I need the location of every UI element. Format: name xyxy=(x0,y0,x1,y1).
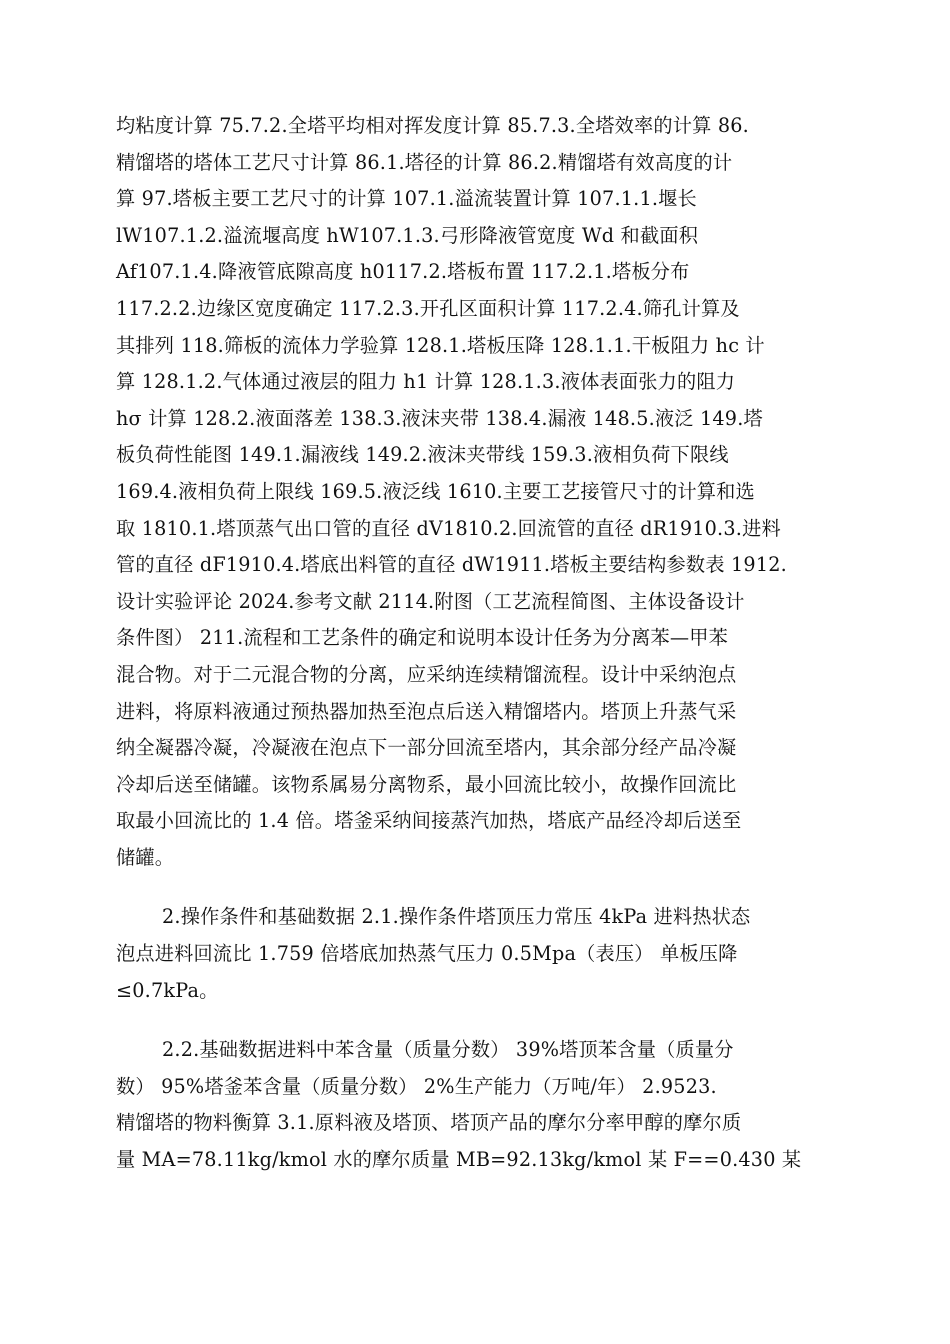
paragraph-spacer xyxy=(116,1009,846,1032)
text-line: 精馏塔的物料衡算 3.1.原料液及塔顶、塔顶产品的摩尔分率甲醇的摩尔质 xyxy=(116,1111,742,1135)
text-line: 量 MA=78.11kg/kmol 水的摩尔质量 MB=92.13kg/kmol 某 F==0.430 某 xyxy=(116,1148,802,1172)
text-line: ≤0.7kPa。 xyxy=(116,978,219,1002)
text-line: hσ 计算 128.2.液面落差 138.3.液沫夹带 138.4.漏液 148.5.液泛 149.塔 xyxy=(116,406,763,430)
text-line: 混合物。对于二元混合物的分离，应采纳连续精馏流程。设计中采纳泡点 xyxy=(116,662,737,686)
text-line: 算 97.塔板主要工艺尺寸的计算 107.1.溢流装置计算 107.1.1.堰长 xyxy=(116,187,697,211)
text-line: 冷却后送至储罐。该物系属易分离物系，最小回流比较小，故操作回流比 xyxy=(116,772,737,796)
text-line: 2.2.基础数据进料中苯含量（质量分数） 39%塔顶苯含量（质量分 xyxy=(162,1038,734,1062)
text-line: 取最小回流比的 1.4 倍。塔釜采纳间接蒸汽加热，塔底产品经冷却后送至 xyxy=(116,809,742,833)
text-line: 精馏塔的塔体工艺尺寸计算 86.1.塔径的计算 86.2.精馏塔有效高度的计 xyxy=(116,150,733,174)
text-line: 算 128.1.2.气体通过液层的阻力 h1 计算 128.1.3.液体表面张力的阻力 xyxy=(116,370,736,394)
text-line: 泡点进料回流比 1.759 倍塔底加热蒸气压力 0.5Mpa（表压） 单板压降 xyxy=(116,942,738,966)
document-body xyxy=(116,108,846,1179)
text-line: 管的直径 dF1910.4.塔底出料管的直径 dW1911.塔板主要结构参数表 1912. xyxy=(116,553,787,577)
text-line: 其排列 118.筛板的流体力学验算 128.1.塔板压降 128.1.1.干板阻力 hc 计 xyxy=(116,333,765,357)
text-line: 设计实验评论 2024.参考文献 2114.附图（工艺流程简图、主体设备设计 xyxy=(116,589,745,613)
toc-paragraph xyxy=(116,108,846,876)
basic-data-paragraph xyxy=(116,1032,846,1178)
text-line: 117.2.2.边缘区宽度确定 117.2.3.开孔区面积计算 117.2.4.筛孔计算及 xyxy=(116,296,740,320)
text-line: 板负荷性能图 149.1.漏液线 149.2.液沫夹带线 159.3.液相负荷下限线 xyxy=(116,443,729,467)
text-line: 条件图） 211.流程和工艺条件的确定和说明本设计任务为分离苯—甲苯 xyxy=(116,626,729,650)
text-line: 储罐。 xyxy=(116,845,175,869)
text-line: Af107.1.4.降液管底隙高度 h0117.2.塔板布置 117.2.1.塔板分布 xyxy=(116,260,690,284)
text-line: 取 1810.1.塔顶蒸气出口管的直径 dV1810.2.回流管的直径 dR1910.3.进料 xyxy=(116,516,781,540)
text-line: 数） 95%塔釜苯含量（质量分数） 2%生产能力（万吨/年） 2.9523. xyxy=(116,1074,717,1098)
operating-conditions-paragraph xyxy=(116,899,846,1009)
text-line: 169.4.液相负荷上限线 169.5.液泛线 1610.主要工艺接管尺寸的计算和选 xyxy=(116,479,755,503)
text-line: 均粘度计算 75.7.2.全塔平均相对挥发度计算 85.7.3.全塔效率的计算 86. xyxy=(116,114,749,137)
text-line: 进料，将原料液通过预热器加热至泡点后送入精馏塔内。塔顶上升蒸气采 xyxy=(116,699,737,723)
text-line: 2.操作条件和基础数据 2.1.操作条件塔顶压力常压 4kPa 进料热状态 xyxy=(162,905,751,929)
text-line: 纳全凝器冷凝，冷凝液在泡点下一部分回流至塔内，其余部分经产品冷凝 xyxy=(116,736,737,760)
text-line: lW107.1.2.溢流堰高度 hW107.1.3.弓形降液管宽度 Wd 和截面积 xyxy=(116,223,699,247)
paragraph-spacer xyxy=(116,876,846,899)
